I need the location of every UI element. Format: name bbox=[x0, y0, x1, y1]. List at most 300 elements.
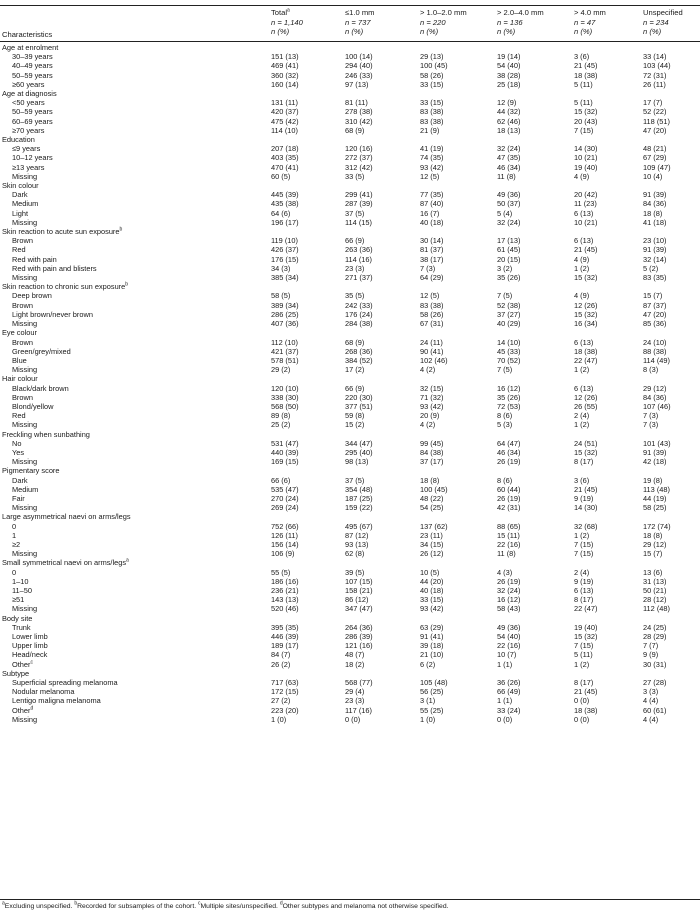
table-row bbox=[0, 356, 700, 365]
cell-value: 220 (30) bbox=[345, 392, 373, 402]
cell-value: 23 (3) bbox=[345, 263, 365, 273]
cell-value: 26 (19) bbox=[497, 576, 521, 586]
cell-value: 578 (51) bbox=[271, 355, 299, 365]
cell-value: 143 (13) bbox=[271, 595, 299, 605]
table-row bbox=[0, 144, 700, 153]
cell-value: 531 (47) bbox=[271, 438, 299, 448]
cell-value: 160 (14) bbox=[271, 79, 299, 89]
cell-value: 48 (7) bbox=[345, 650, 365, 660]
cell-value: 263 (36) bbox=[345, 245, 373, 255]
table-body bbox=[0, 43, 700, 724]
cell-value: 535 (47) bbox=[271, 484, 299, 494]
cell-value: 100 (14) bbox=[345, 52, 373, 62]
cell-value: 93 (42) bbox=[420, 162, 444, 172]
group-heading-row bbox=[0, 282, 700, 291]
table-row bbox=[0, 126, 700, 135]
cell-value: 55 (5) bbox=[271, 567, 291, 577]
cell-value: 66 (6) bbox=[271, 475, 291, 485]
cell-value: 17 (13) bbox=[497, 236, 521, 246]
table-row bbox=[0, 393, 700, 402]
cell-value: 58 (26) bbox=[420, 309, 444, 319]
cell-value: 159 (22) bbox=[345, 503, 373, 513]
cell-value: 40 (18) bbox=[420, 585, 444, 595]
table-row bbox=[0, 347, 700, 356]
row-label: ≥60 years bbox=[12, 79, 45, 89]
cell-value: 67 (31) bbox=[420, 319, 444, 329]
table-row bbox=[0, 531, 700, 540]
cell-value: 6 (13) bbox=[574, 383, 594, 393]
cell-value: 30 (14) bbox=[420, 236, 444, 246]
cell-value: 33 (15) bbox=[420, 595, 444, 605]
cell-value: 11 (8) bbox=[497, 171, 516, 181]
cell-value: 1 (1) bbox=[497, 696, 513, 706]
cell-value: 60 (61) bbox=[643, 705, 667, 715]
cell-value: 52 (38) bbox=[497, 300, 521, 310]
row-label: Subtype bbox=[2, 668, 30, 678]
cell-value: 22 (47) bbox=[574, 355, 598, 365]
cell-value: 26 (12) bbox=[420, 549, 444, 559]
table-row bbox=[0, 687, 700, 696]
cell-value: 344 (47) bbox=[345, 438, 373, 448]
cell-value: 48 (22) bbox=[420, 493, 444, 503]
cell-value: 4 (4) bbox=[643, 714, 659, 724]
cell-value: 21 (10) bbox=[420, 650, 444, 660]
row-label: Red bbox=[12, 411, 26, 421]
group-heading-row bbox=[0, 466, 700, 475]
table-row bbox=[0, 641, 700, 650]
cell-value: 41 (19) bbox=[420, 144, 444, 154]
cell-value: 22 (16) bbox=[497, 641, 521, 651]
cell-value: 4 (9) bbox=[574, 291, 590, 301]
cell-value: 13 (6) bbox=[643, 567, 663, 577]
cell-value: 35 (26) bbox=[497, 392, 521, 402]
cell-value: 67 (29) bbox=[643, 153, 667, 163]
cell-value: 242 (33) bbox=[345, 300, 373, 310]
table-row bbox=[0, 494, 700, 503]
cell-value: 299 (41) bbox=[345, 190, 373, 200]
cell-value: 120 (10) bbox=[271, 383, 299, 393]
cell-value: 14 (30) bbox=[574, 144, 598, 154]
cell-value: 389 (34) bbox=[271, 300, 299, 310]
row-label: Hair colour bbox=[2, 374, 38, 384]
table-row bbox=[0, 549, 700, 558]
cell-value: 7 (15) bbox=[574, 549, 594, 559]
row-label: Fair bbox=[12, 493, 25, 503]
cell-value: 752 (66) bbox=[271, 521, 299, 531]
cell-value: 186 (16) bbox=[271, 576, 299, 586]
table-row bbox=[0, 291, 700, 300]
cell-value: 278 (38) bbox=[345, 107, 373, 117]
cell-value: 29 (13) bbox=[420, 52, 444, 62]
cell-value: 1 (0) bbox=[271, 714, 287, 724]
cell-value: 114 (10) bbox=[271, 125, 298, 135]
cell-value: 15 (32) bbox=[574, 309, 598, 319]
row-label: Missing bbox=[12, 549, 38, 559]
cell-value: 15 (32) bbox=[574, 447, 598, 457]
cell-value: 64 (47) bbox=[497, 438, 521, 448]
cell-value: 93 (13) bbox=[345, 539, 369, 549]
cell-value: 347 (47) bbox=[345, 604, 373, 614]
cell-value: 137 (62) bbox=[420, 521, 448, 531]
cell-value: 27 (28) bbox=[643, 678, 667, 688]
cell-value: 32 (24) bbox=[497, 217, 521, 227]
group-heading-row bbox=[0, 227, 700, 236]
cell-value: 15 (7) bbox=[643, 549, 663, 559]
cell-value: 54 (40) bbox=[497, 61, 521, 71]
cell-value: 26 (11) bbox=[643, 79, 666, 89]
cell-value: 109 (47) bbox=[643, 162, 671, 172]
cell-value: 37 (17) bbox=[420, 457, 444, 467]
cell-value: 1 (0) bbox=[420, 714, 436, 724]
table-row bbox=[0, 71, 700, 80]
cell-value: 119 (10) bbox=[271, 236, 298, 246]
cell-value: 56 (25) bbox=[420, 687, 444, 697]
row-label: Yes bbox=[12, 447, 25, 457]
cell-value: 176 (24) bbox=[345, 309, 373, 319]
cell-value: 295 (40) bbox=[345, 447, 373, 457]
table-row bbox=[0, 236, 700, 245]
cell-value: 15 (7) bbox=[643, 291, 663, 301]
table-row bbox=[0, 604, 700, 613]
cell-value: 105 (48) bbox=[420, 678, 448, 688]
cell-value: 33 (15) bbox=[420, 98, 444, 108]
cell-value: 16 (12) bbox=[497, 383, 521, 393]
cell-value: 403 (35) bbox=[271, 153, 299, 163]
cell-value: 268 (36) bbox=[345, 346, 373, 356]
cell-value: 1 (2) bbox=[574, 659, 590, 669]
cell-value: 3 (2) bbox=[497, 263, 513, 273]
cell-value: 91 (39) bbox=[643, 447, 667, 457]
cell-value: 19 (40) bbox=[574, 622, 598, 632]
cell-value: 37 (5) bbox=[345, 208, 365, 218]
cell-value: 15 (32) bbox=[574, 273, 598, 283]
cell-value: 446 (39) bbox=[271, 632, 299, 641]
table-row bbox=[0, 365, 700, 374]
cell-value: 112 (48) bbox=[643, 604, 670, 614]
cell-value: 0 (0) bbox=[345, 714, 361, 724]
cell-value: 32 (14) bbox=[643, 254, 667, 264]
row-label: Light bbox=[12, 208, 29, 218]
cell-value: 48 (21) bbox=[643, 144, 667, 154]
row-label: Green/grey/mixed bbox=[12, 346, 71, 356]
cell-value: 24 (25) bbox=[643, 622, 667, 632]
table-row bbox=[0, 696, 700, 705]
cell-value: 21 (45) bbox=[574, 687, 598, 697]
cell-value: 40 (29) bbox=[497, 319, 521, 329]
cell-value: 36 (26) bbox=[497, 678, 521, 688]
table-row bbox=[0, 117, 700, 126]
cell-value: 37 (5) bbox=[345, 475, 365, 485]
cell-value: 72 (31) bbox=[643, 70, 667, 80]
cell-value: 7 (3) bbox=[643, 420, 659, 430]
cell-value: 50 (37) bbox=[497, 199, 521, 209]
table-row bbox=[0, 439, 700, 448]
cell-value: 286 (25) bbox=[271, 309, 299, 319]
table-row bbox=[0, 255, 700, 264]
cell-value: 100 (45) bbox=[420, 484, 448, 494]
row-label: Red with pain and blisters bbox=[12, 263, 97, 273]
cell-value: 264 (36) bbox=[345, 622, 373, 632]
header-bottom-rule bbox=[0, 41, 700, 42]
table-row bbox=[0, 420, 700, 429]
row-label: Red with pain bbox=[12, 254, 57, 264]
row-label: 1–10 bbox=[12, 576, 29, 586]
cell-value: 18 (2) bbox=[345, 659, 365, 669]
row-label: Dark bbox=[12, 190, 28, 200]
cell-value: 445 (39) bbox=[271, 190, 299, 200]
cell-value: 8 (6) bbox=[497, 475, 513, 485]
row-label: No bbox=[12, 438, 22, 448]
cell-value: 5 (11) bbox=[574, 650, 593, 660]
cell-value: 4 (9) bbox=[574, 254, 590, 264]
cell-value: 310 (42) bbox=[345, 116, 373, 126]
header-col-total: Total$^a$ n = 1,140 n (%) bbox=[271, 7, 303, 36]
cell-value: 61 (45) bbox=[497, 245, 521, 255]
cell-value: 34 (15) bbox=[420, 539, 444, 549]
cell-value: 93 (42) bbox=[420, 401, 444, 411]
cell-value: 236 (21) bbox=[271, 585, 299, 595]
cell-value: 10 (21) bbox=[574, 217, 598, 227]
table-bottom-rule bbox=[0, 899, 700, 900]
header-col-gt4mm: > 4.0 mm n = 47 n (%) bbox=[574, 8, 606, 36]
table-row bbox=[0, 338, 700, 347]
cell-value: 58 (43) bbox=[497, 604, 521, 614]
row-label: Freckling when sunbathing bbox=[2, 429, 90, 439]
cell-value: 7 (15) bbox=[574, 125, 594, 135]
cell-value: 7 (15) bbox=[574, 539, 594, 549]
cell-value: 385 (34) bbox=[271, 273, 299, 283]
row-label: Missing bbox=[12, 503, 38, 513]
cell-value: 17 (2) bbox=[345, 365, 365, 375]
cell-value: 9 (9) bbox=[643, 650, 659, 660]
group-heading-row bbox=[0, 512, 700, 521]
row-label: 11–50 bbox=[12, 585, 33, 595]
cell-value: 32 (24) bbox=[497, 585, 521, 595]
cell-value: 72 (53) bbox=[497, 401, 521, 411]
cell-value: 16 (12) bbox=[497, 595, 521, 605]
row-label: Blond/yellow bbox=[12, 401, 54, 411]
cell-value: 29 (2) bbox=[271, 365, 291, 375]
group-heading-row bbox=[0, 558, 700, 567]
table-row bbox=[0, 209, 700, 218]
cell-value: 172 (74) bbox=[643, 521, 671, 531]
table-row bbox=[0, 301, 700, 310]
group-heading-row bbox=[0, 135, 700, 144]
group-heading-row bbox=[0, 374, 700, 383]
table-row bbox=[0, 632, 700, 641]
cell-value: 121 (16) bbox=[345, 641, 373, 651]
table-row bbox=[0, 660, 700, 669]
header-col-unspecified: Unspecified n = 234 n (%) bbox=[643, 8, 683, 36]
cell-value: 44 (20) bbox=[420, 576, 444, 586]
cell-value: 68 (9) bbox=[345, 337, 365, 347]
cell-value: 12 (5) bbox=[420, 291, 440, 301]
group-heading-row bbox=[0, 430, 700, 439]
cell-value: 113 (48) bbox=[643, 484, 670, 494]
cell-value: 3 (6) bbox=[574, 52, 590, 62]
cell-value: 176 (15) bbox=[271, 254, 299, 264]
cell-value: 34 (3) bbox=[271, 263, 291, 273]
cell-value: 46 (34) bbox=[497, 162, 521, 172]
cell-value: 47 (20) bbox=[643, 125, 667, 135]
row-label: Superficial spreading melanoma bbox=[12, 678, 118, 688]
cell-value: 93 (42) bbox=[420, 604, 444, 614]
cell-value: 31 (13) bbox=[643, 576, 667, 586]
cell-value: 100 (45) bbox=[420, 61, 448, 71]
cell-value: 81 (11) bbox=[345, 98, 368, 108]
cell-value: 58 (26) bbox=[420, 70, 444, 80]
row-label: Large asymmetrical naevi on arms/legs bbox=[2, 512, 131, 522]
cell-value: 495 (67) bbox=[345, 521, 373, 531]
cell-value: 32 (68) bbox=[574, 521, 598, 531]
cell-value: 52 (22) bbox=[643, 107, 667, 117]
cell-value: 440 (39) bbox=[271, 447, 299, 457]
cell-value: 18 (13) bbox=[497, 125, 521, 135]
cell-value: 26 (55) bbox=[574, 401, 598, 411]
cell-value: 118 (51) bbox=[643, 116, 670, 126]
cell-value: 23 (3) bbox=[345, 696, 365, 706]
cell-value: 37 (27) bbox=[497, 309, 521, 319]
cell-value: 85 (36) bbox=[643, 319, 667, 329]
cell-value: 21 (45) bbox=[574, 61, 598, 71]
cell-value: 21 (45) bbox=[574, 484, 598, 494]
table-row bbox=[0, 264, 700, 273]
cell-value: 9 (19) bbox=[574, 576, 594, 586]
cell-value: 15 (2) bbox=[345, 420, 365, 430]
cell-value: 84 (7) bbox=[271, 650, 291, 660]
cell-value: 18 (38) bbox=[574, 705, 598, 715]
cell-value: 32 (15) bbox=[420, 383, 444, 393]
row-label: Lower limb bbox=[12, 632, 48, 641]
cell-value: 106 (9) bbox=[271, 549, 295, 559]
cell-value: 7 (5) bbox=[497, 291, 513, 301]
cell-value: 6 (13) bbox=[574, 337, 594, 347]
row-label: Education bbox=[2, 135, 35, 145]
cell-value: 20 (15) bbox=[497, 254, 521, 264]
cell-value: 88 (65) bbox=[497, 521, 521, 531]
cell-value: 377 (51) bbox=[345, 401, 373, 411]
cell-value: 15 (32) bbox=[574, 107, 598, 117]
row-label: 10–12 years bbox=[12, 153, 53, 163]
cell-value: 7 (3) bbox=[420, 263, 436, 273]
cell-value: 158 (21) bbox=[345, 585, 373, 595]
cell-value: 107 (46) bbox=[643, 401, 671, 411]
cell-value: 35 (26) bbox=[497, 273, 521, 283]
row-label: ≤9 years bbox=[12, 144, 41, 154]
table-row bbox=[0, 522, 700, 531]
row-label: Missing bbox=[12, 217, 38, 227]
cell-value: 58 (5) bbox=[271, 291, 291, 301]
cell-value: 27 (2) bbox=[271, 696, 291, 706]
cell-value: 49 (36) bbox=[497, 190, 521, 200]
cell-value: 126 (11) bbox=[271, 530, 298, 540]
cell-value: 568 (50) bbox=[271, 401, 299, 411]
cell-value: 14 (30) bbox=[574, 503, 598, 513]
cell-value: 60 (5) bbox=[271, 171, 291, 181]
cell-value: 114 (49) bbox=[643, 355, 670, 365]
cell-value: 28 (29) bbox=[643, 632, 667, 641]
table-row bbox=[0, 153, 700, 162]
cell-value: 426 (37) bbox=[271, 245, 299, 255]
cell-value: 107 (15) bbox=[345, 576, 373, 586]
row-label: 50–59 years bbox=[12, 107, 53, 117]
cell-value: 269 (24) bbox=[271, 503, 299, 513]
cell-value: 294 (40) bbox=[345, 61, 373, 71]
table-row bbox=[0, 384, 700, 393]
cell-value: 187 (25) bbox=[345, 493, 373, 503]
table-row bbox=[0, 190, 700, 199]
table-row bbox=[0, 595, 700, 604]
row-label: Brown bbox=[12, 392, 33, 402]
cell-value: 1 (2) bbox=[574, 365, 590, 375]
cell-value: 12 (9) bbox=[497, 98, 517, 108]
table-row bbox=[0, 715, 700, 724]
cell-value: 360 (32) bbox=[271, 70, 299, 80]
cell-value: 10 (5) bbox=[420, 567, 440, 577]
cell-value: 59 (8) bbox=[345, 411, 365, 421]
table-row bbox=[0, 577, 700, 586]
cell-value: 16 (7) bbox=[420, 208, 440, 218]
cell-value: 114 (16) bbox=[345, 254, 372, 264]
cell-value: 101 (43) bbox=[643, 438, 671, 448]
row-label: 1 bbox=[12, 530, 17, 540]
cell-value: 395 (35) bbox=[271, 622, 299, 632]
cell-value: 7 (15) bbox=[574, 641, 594, 651]
cell-value: 420 (37) bbox=[271, 107, 299, 117]
cell-value: 77 (35) bbox=[420, 190, 444, 200]
row-label: ≥70 years bbox=[12, 125, 45, 135]
cell-value: 120 (16) bbox=[345, 144, 373, 154]
cell-value: 38 (17) bbox=[420, 254, 444, 264]
row-label: Medium bbox=[12, 484, 39, 494]
cell-value: 45 (33) bbox=[497, 346, 521, 356]
cell-value: 5 (4) bbox=[497, 208, 513, 218]
group-heading-row bbox=[0, 181, 700, 190]
cell-value: 8 (17) bbox=[574, 595, 594, 605]
cell-value: 26 (19) bbox=[497, 457, 521, 467]
cell-value: 117 (16) bbox=[345, 705, 372, 715]
cell-value: 19 (8) bbox=[643, 475, 663, 485]
cell-value: 287 (39) bbox=[345, 199, 373, 209]
cell-value: 26 (19) bbox=[497, 493, 521, 503]
row-label: Pigmentary score bbox=[2, 466, 60, 476]
cell-value: 42 (31) bbox=[497, 503, 521, 513]
cell-value: 30 (31) bbox=[643, 659, 667, 669]
cell-value: 98 (13) bbox=[345, 457, 369, 467]
table-row bbox=[0, 199, 700, 208]
cell-value: 172 (15) bbox=[271, 687, 299, 697]
group-heading-row bbox=[0, 669, 700, 678]
cell-value: 29 (12) bbox=[643, 383, 667, 393]
row-label: Trunk bbox=[12, 622, 31, 632]
row-label: 50–59 years bbox=[12, 70, 53, 80]
cell-value: 83 (38) bbox=[420, 107, 444, 117]
cell-value: 46 (34) bbox=[497, 447, 521, 457]
cell-value: 169 (15) bbox=[271, 457, 299, 467]
cell-value: 83 (38) bbox=[420, 116, 444, 126]
cell-value: 435 (38) bbox=[271, 199, 299, 209]
cell-value: 7 (7) bbox=[643, 641, 659, 651]
row-label: Missing bbox=[12, 420, 38, 430]
cell-value: 25 (2) bbox=[271, 420, 291, 430]
cell-value: 71 (32) bbox=[420, 392, 444, 402]
cell-value: 189 (17) bbox=[271, 641, 299, 651]
cell-value: 19 (40) bbox=[574, 162, 598, 172]
cell-value: 90 (41) bbox=[420, 346, 444, 356]
cell-value: 68 (9) bbox=[345, 125, 365, 135]
row-label: Skin reaction to acute sun exposure$^b$ bbox=[2, 226, 123, 237]
cell-value: 91 (41) bbox=[420, 632, 444, 641]
